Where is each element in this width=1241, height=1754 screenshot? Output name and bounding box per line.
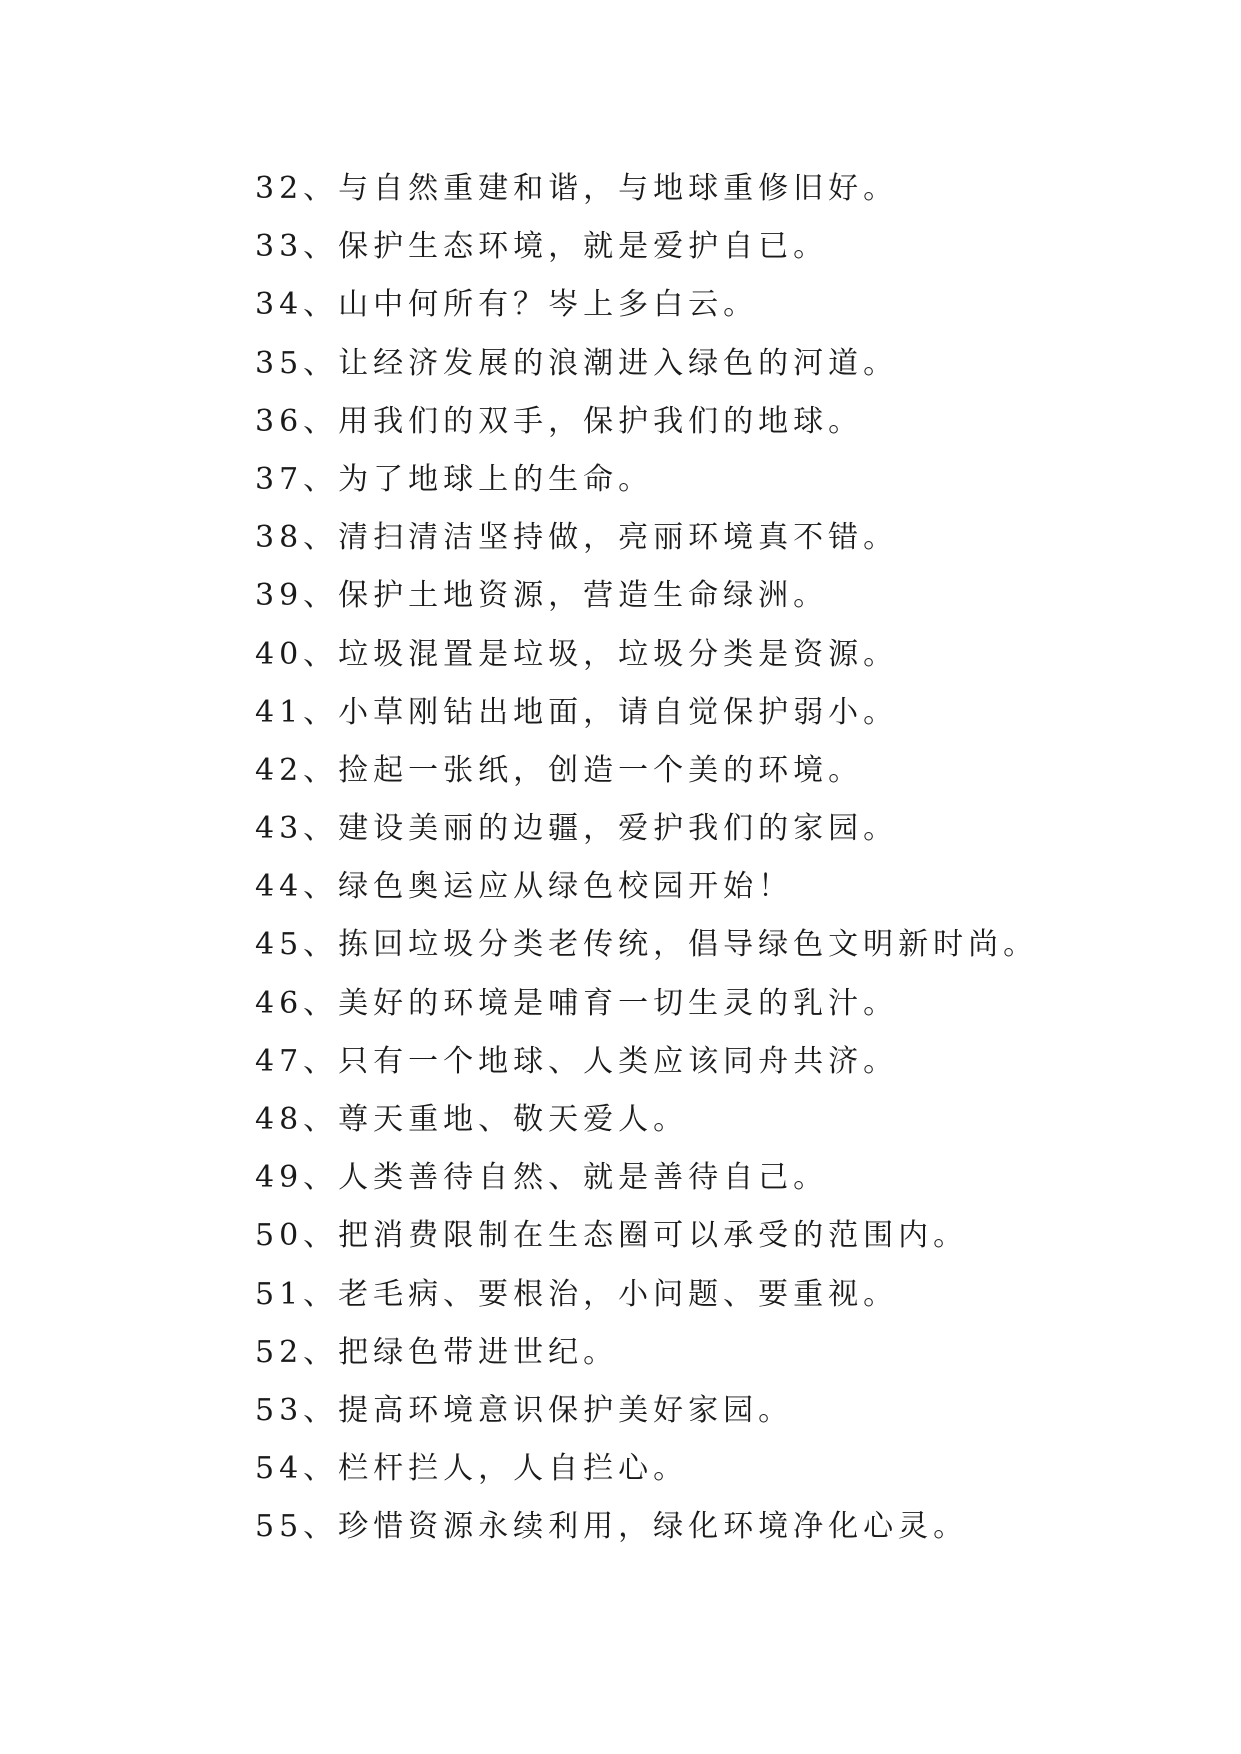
list-item: 41、小草刚钻出地面，请自觉保护弱小。	[255, 694, 899, 730]
list-item: 38、清扫清洁坚持做，亮丽环境真不错。	[255, 520, 899, 556]
list-item: 40、垃圾混置是垃圾，垃圾分类是资源。	[255, 636, 899, 672]
list-item: 42、捡起一张纸，创造一个美的环境。	[255, 752, 864, 788]
list-item: 50、把消费限制在生态圈可以承受的范围内。	[255, 1218, 969, 1254]
list-item: 48、尊天重地、敬天爱人。	[255, 1102, 689, 1137]
list-item: 43、建设美丽的边疆，爱护我们的家园。	[255, 811, 899, 847]
slogan-list	[255, 160, 1215, 1557]
list-item: 39、保护土地资源，营造生命绿洲。	[255, 578, 829, 614]
list-item: 32、与自然重建和谐，与地球重修旧好。	[255, 171, 899, 206]
list-item: 36、用我们的双手，保护我们的地球。	[255, 403, 864, 439]
list-item: 45、拣回垃圾分类老传统，倡导绿色文明新时尚。	[255, 927, 1039, 963]
list-item: 51、老毛病、要根治，小问题、要重视。	[255, 1276, 899, 1312]
list-item: 54、栏杆拦人，人自拦心。	[255, 1451, 689, 1487]
list-item: 53、提高环境意识保护美好家园。	[255, 1392, 794, 1428]
list-item: 33、保护生态环境，就是爱护自已。	[255, 229, 829, 265]
list-item: 46、美好的环境是哺育一切生灵的乳汁。	[255, 985, 899, 1021]
list-item: 55、珍惜资源永续利用，绿化环境净化心灵。	[255, 1509, 969, 1545]
list-item: 49、人类善待自然、就是善待自己。	[255, 1160, 829, 1196]
list-item: 35、让经济发展的浪潮进入绿色的河道。	[255, 345, 899, 381]
list-item: 37、为了地球上的生命。	[255, 461, 654, 497]
list-item: 44、绿色奥运应从绿色校园开始！	[255, 869, 794, 905]
list-item: 47、只有一个地球、人类应该同舟共济。	[255, 1043, 899, 1079]
list-item: 52、把绿色带进世纪。	[255, 1334, 619, 1370]
list-item: 34、山中何所有？岑上多白云。	[255, 287, 759, 323]
